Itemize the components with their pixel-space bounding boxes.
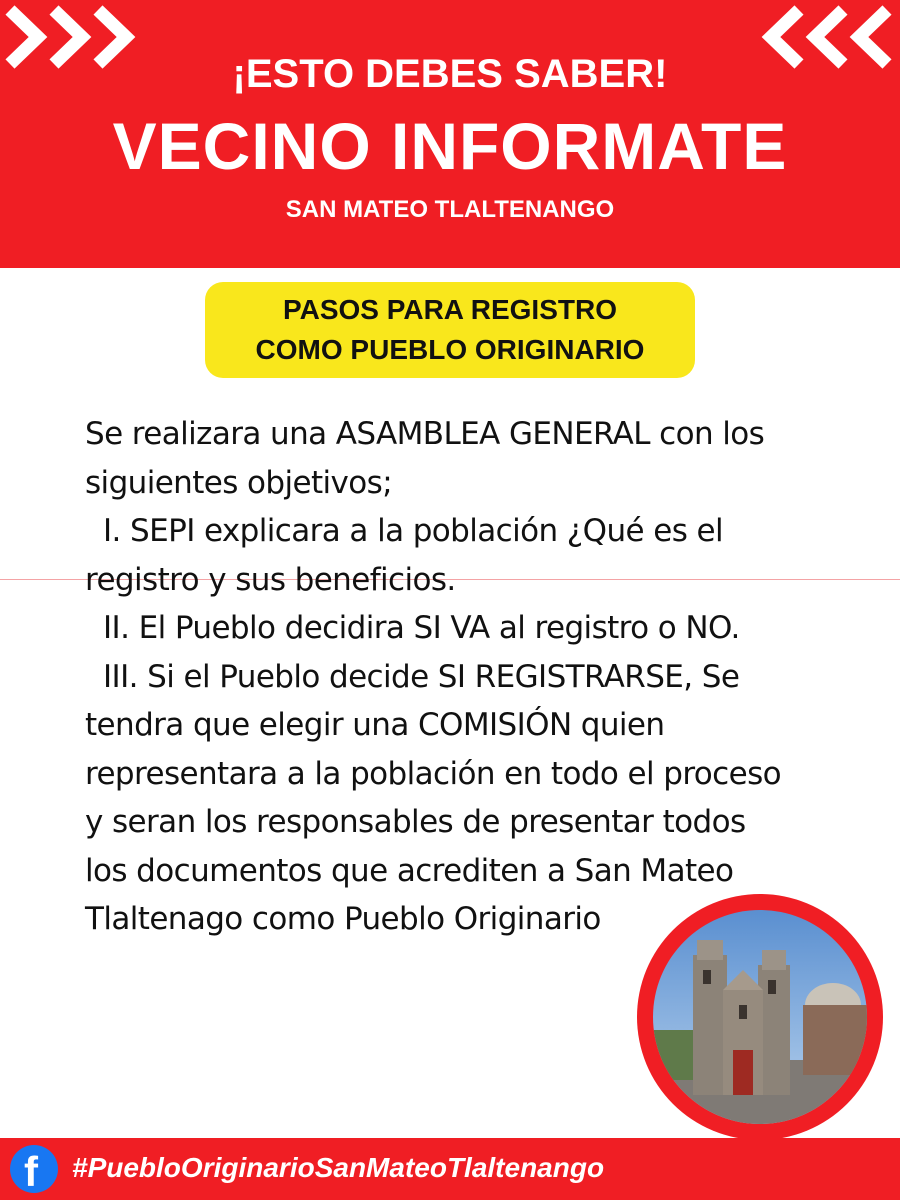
- header-title: VECINO INFORMATE: [112, 109, 788, 183]
- header-banner: [0, 0, 900, 268]
- footer-bar: [0, 1138, 900, 1200]
- item-3-line: representara a la población en todo el proceso: [85, 755, 782, 792]
- intro-line: Se realizara una ASAMBLEA GENERAL con los: [85, 416, 765, 452]
- section-tag: [205, 282, 695, 378]
- section-tag-line-2: COMO PUEBLO ORIGINARIO: [255, 334, 645, 365]
- item-3-line: los documentos que acrediten a San Mateo: [85, 852, 734, 889]
- item-3-line: III. Si el Pueblo decide SI REGISTRARSE, Se: [103, 658, 740, 695]
- item-1-line: registro y sus beneficios.: [85, 561, 456, 598]
- footer-hashtag[interactable]: #PuebloOriginarioSanMateoTlaltenango: [72, 1152, 605, 1183]
- section-tag-line-1: PASOS PARA REGISTRO: [283, 294, 617, 325]
- item-3-line: tendra que elegir una COMISIÓN quien: [85, 707, 665, 743]
- item-1-line: I. SEPI explicara a la población ¿Qué es el: [103, 513, 723, 549]
- body-text: [85, 410, 805, 944]
- church-photo-frame: [637, 894, 883, 1140]
- item-3-line: y seran los responsables de presentar todos: [85, 804, 746, 840]
- church-photo: [653, 910, 867, 1124]
- header-subtitle: ¡ESTO DEBES SABER!: [232, 52, 668, 96]
- item-2-line: II. El Pueblo decidira SI VA al registro o NO.: [103, 610, 740, 646]
- item-3-line: Tlaltenago como Pueblo Originario: [85, 901, 601, 937]
- header-place: SAN MATEO TLALTENANGO: [285, 196, 615, 223]
- intro-line: siguientes objetivos;: [85, 464, 393, 501]
- facebook-icon[interactable]: f: [10, 1145, 58, 1193]
